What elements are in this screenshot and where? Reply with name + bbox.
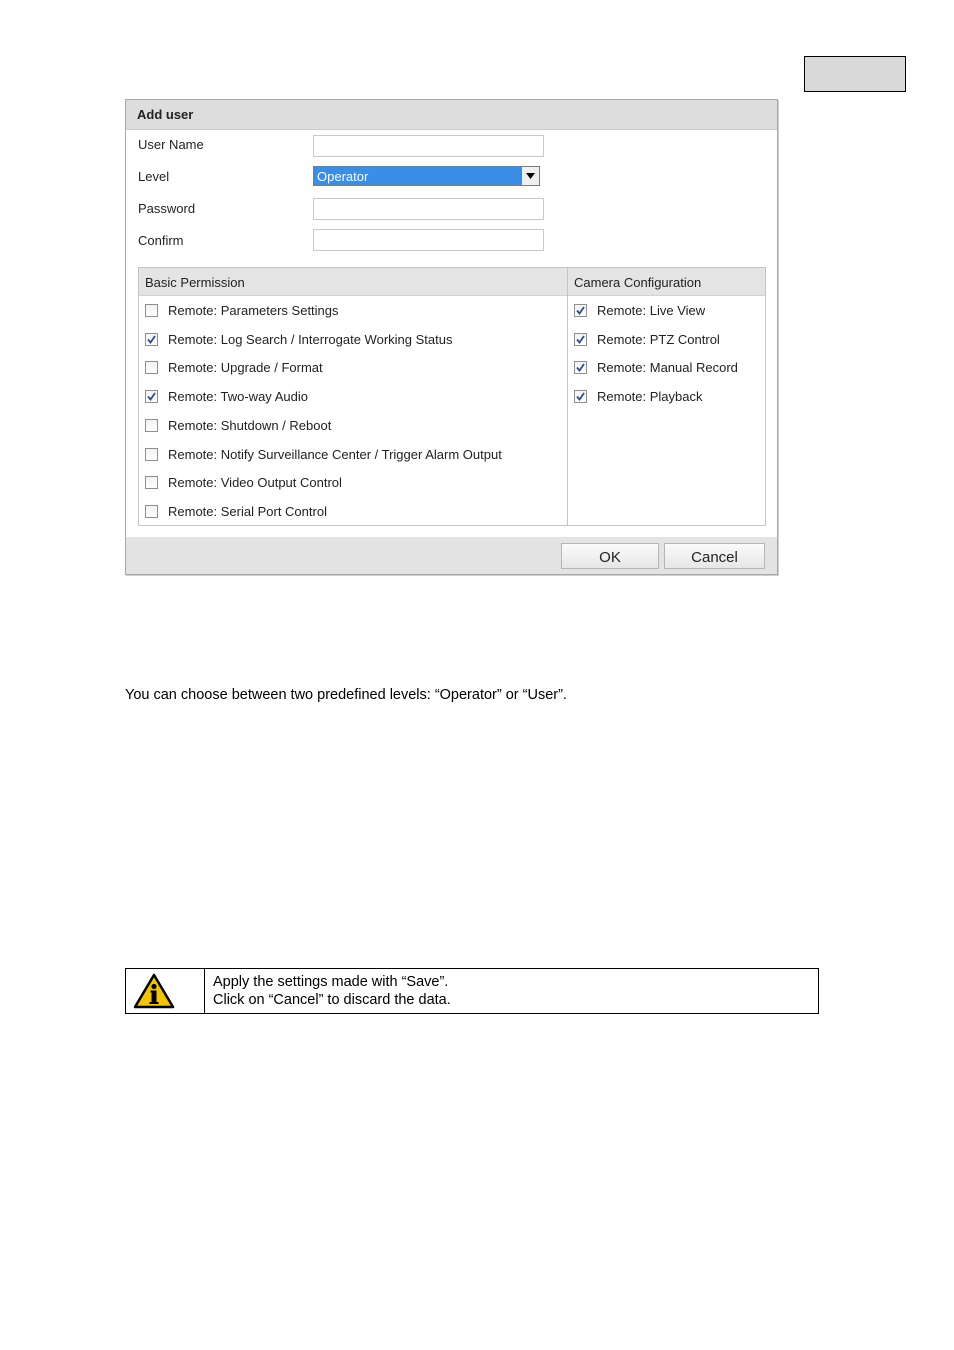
dialog-footer (126, 537, 777, 574)
dialog-title: Add user (137, 107, 194, 122)
checkbox-unchecked[interactable] (145, 476, 158, 489)
permission-label: Remote: Playback (597, 389, 703, 405)
permission-label: Remote: PTZ Control (597, 331, 720, 347)
level-description: You can choose between two predefined levels: “Operator” or “User”. (125, 687, 567, 703)
note-box (125, 968, 819, 1014)
permission-label: Remote: Notify Surveillance Center / Trigger Alarm Output (168, 446, 502, 462)
checkbox-unchecked[interactable] (145, 361, 158, 374)
permission-label: Remote: Parameters Settings (168, 303, 339, 318)
permission-label: Remote: Manual Record (597, 360, 738, 376)
dialog-header (126, 100, 777, 130)
password-label: Password (138, 201, 196, 216)
checkmark-icon (576, 392, 585, 401)
level-select[interactable] (313, 166, 540, 186)
permission-label: Remote: Log Search / Interrogate Working Status (168, 331, 453, 347)
note-line-1: Apply the settings made with “Save”. (213, 974, 449, 990)
basic-permission-header (139, 268, 567, 296)
checkmark-icon (147, 335, 156, 344)
confirm-input[interactable] (313, 229, 544, 251)
checkbox-checked[interactable] (145, 333, 158, 346)
password-input[interactable] (313, 198, 544, 220)
chevron-down-icon[interactable] (521, 167, 539, 185)
checkbox-unchecked[interactable] (145, 448, 158, 461)
cancel-button[interactable]: Cancel (664, 543, 765, 569)
basic-permission-title: Basic Permission (145, 275, 245, 290)
note-line-2: Click on “Cancel” to discard the data. (213, 992, 451, 1008)
permission-label: Remote: Upgrade / Format (168, 360, 323, 376)
camera-configuration-section (568, 268, 765, 525)
note-icon-cell (126, 969, 205, 1013)
user-name-input[interactable] (313, 135, 544, 157)
checkbox-checked[interactable] (145, 390, 158, 403)
permission-label: Remote: Two-way Audio (168, 389, 308, 405)
basic-permission-section (139, 268, 568, 525)
checkbox-checked[interactable] (574, 390, 587, 403)
checkbox-unchecked[interactable] (145, 505, 158, 518)
ok-button[interactable]: OK (561, 543, 659, 569)
permission-label: Remote: Live View (597, 303, 706, 318)
checkmark-icon (147, 392, 156, 401)
user-name-label: User Name (138, 137, 204, 152)
warning-info-icon (133, 973, 175, 1009)
level-select-value: Operator (317, 169, 369, 184)
permission-label: Remote: Video Output Control (168, 475, 342, 491)
camera-configuration-title: Camera Configuration (574, 275, 702, 290)
permission-label: Remote: Serial Port Control (168, 503, 327, 519)
add-user-dialog (125, 99, 778, 575)
permission-panel (138, 267, 766, 526)
camera-configuration-header (568, 268, 765, 296)
level-label: Level (138, 169, 170, 184)
checkmark-icon (576, 335, 585, 344)
checkbox-unchecked[interactable] (145, 304, 158, 317)
checkbox-checked[interactable] (574, 304, 587, 317)
checkbox-checked[interactable] (574, 333, 587, 346)
confirm-label: Confirm (138, 233, 184, 248)
checkmark-icon (576, 363, 585, 372)
permission-label: Remote: Shutdown / Reboot (168, 417, 332, 433)
checkmark-icon (576, 306, 585, 315)
checkbox-unchecked[interactable] (145, 419, 158, 432)
checkbox-checked[interactable] (574, 361, 587, 374)
page-corner-box (804, 56, 906, 92)
